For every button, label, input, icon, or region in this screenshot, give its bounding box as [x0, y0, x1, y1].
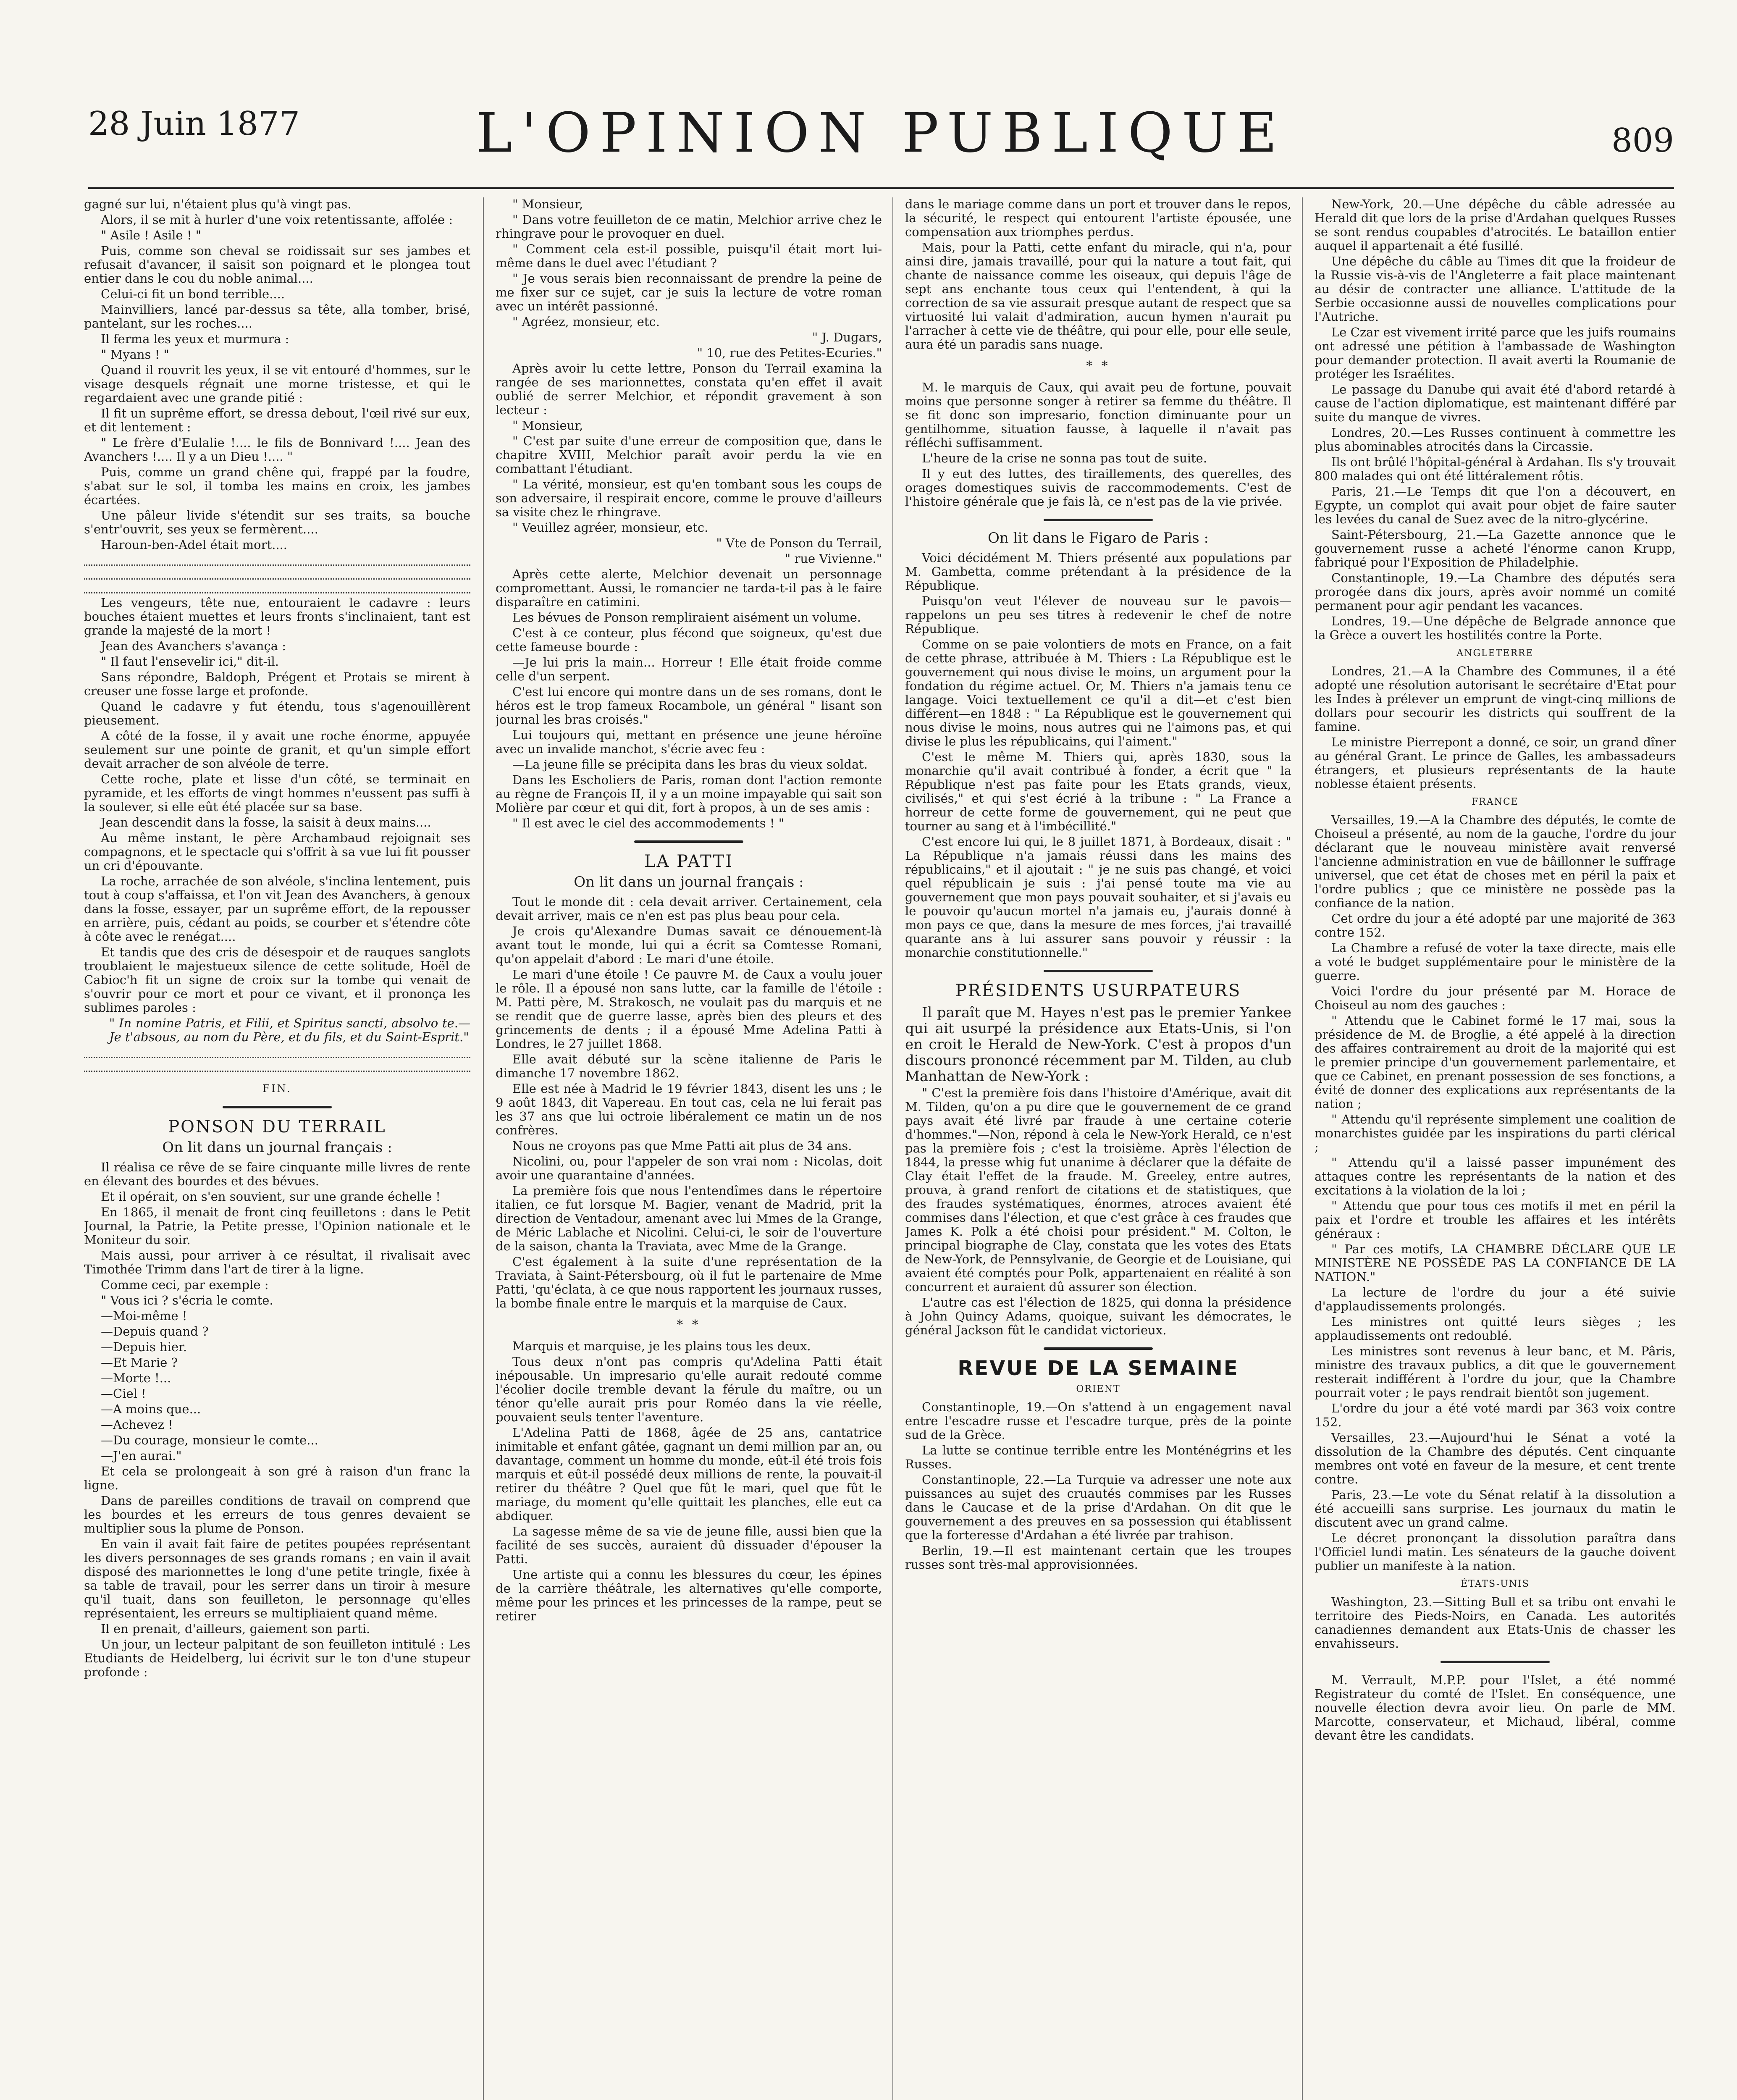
dotted-separator — [84, 568, 470, 580]
paragraph: Mainvilliers, lancé par-dessus sa tête, alla tomber, brisé, pantelant, sur les roches.... — [84, 302, 470, 331]
paragraph: Il ferma les yeux et murmura : — [101, 332, 289, 346]
paragraph: " Attendu qu'il représente simplement une coalition de monarchistes guidée par les inspirations du parti clérical ; — [1315, 1112, 1676, 1154]
paragraph: Mais, pour la Patti, cette enfant du miracle, qui n'a, pour ainsi dire, jamais travaillé, pour qui la nature a tout fait, qui chante de naissance comme les oiseaux, qui depuis l'âge de sept ans enchante tous ceux qui l'entendent, à qui la correction de sa vie assurait presque autant de respect que sa virtuosité lui valait d'admiration, aucun hymen n'aurait pu l'arracher à cette vie de théâtre, qui pour elle, pour elle seule, aura été un paradis sans nuage. — [905, 240, 1291, 352]
paragraph: La première fois que nous l'entendîmes dans le répertoire italien, ce fut lorsque M. Bagier, venant de Madrid, prit la direction de Ventadour, amenant avec lui Mmes de la Grange, de Méric Lablache et Nicolini. Celui-ci, le soir de l'ouverture de la saison, chanta la Traviata, avec Mme de la Grange. — [496, 1184, 882, 1253]
paragraph: Quand il rouvrit les yeux, il se vit entouré d'hommes, sur le visage desquels régnait une morne tristesse, et qui le regardaient avec une grande pitié : — [84, 363, 470, 405]
paragraph: C'est à ce conteur, plus fécond que soigneux, qu'est due cette fameuse bourde : — [496, 626, 882, 654]
paragraph: Dans de pareilles conditions de travail on comprend que les bourdes et les erreurs de tous genres devaient se multiplier sous la plume de Ponson. — [84, 1494, 470, 1536]
paragraph: Marquis et marquise, je les plains tous les deux. — [512, 1339, 811, 1353]
paragraph: La Chambre a refusé de voter la taxe directe, mais elle a voté le budget supplémentaire pour le ministère de la guerre. — [1315, 941, 1676, 983]
paragraph: " Myans ! " — [101, 347, 169, 362]
paragraph: M. Verrault, M.P.P. pour l'Islet, a été nommé Registrateur du comté de l'Islet. En conséquence, une nouvelle élection devra avoir lieu. On parle de MM. Marcotte, conservateur, et Michaud, libéral, comme devant être les candidats. — [1315, 1673, 1676, 1743]
dialogue-line: —J'en aurai." — [101, 1449, 182, 1463]
dialogue-line: —Et Marie ? — [101, 1355, 178, 1370]
paragraph: Cet ordre du jour a été adopté par une majorité de 363 contre 152. — [1315, 911, 1676, 940]
section-label: FRANCE — [1472, 797, 1519, 807]
dialogue-line: —Du courage, monsieur le comte... — [101, 1433, 318, 1447]
section-label: ÉTATS-UNIS — [1461, 1579, 1530, 1589]
paragraph: Le ministre Pierrepont a donné, ce soir, un grand dîner au général Grant. Le prince de Galles, les ambassadeurs étrangers, et plusieurs représentants de la haute noblesse étaient présents. — [1315, 735, 1676, 791]
paragraph: Puis, comme son cheval se roidissait sur ses jambes et refusait d'avancer, il saisit son poignard et le plongea tout entier dans le cou du noble animal.... — [84, 244, 470, 286]
ornament-rule — [634, 840, 743, 843]
paragraph: Tous deux n'ont pas compris qu'Adelina Patti était inépousable. Un impresario qu'elle aurait redouté comme l'écolier docile tremble devant la férule du maître, ou un ténor qu'elle aurait pris pour Roméo dans la vie réelle, pouvaient seuls tenter l'aventure. — [496, 1354, 882, 1424]
paragraph: " C'est la première fois dans l'histoire d'Amérique, avait dit M. Tilden, qu'on a pu dire que le gouvernement de ce grand pays avait été livré par fraude à une certaine coterie d'hommes."—Non, répond à cela le New-York Herald, ce n'est pas la première fois ; c'est la troisième. Après l'élection de 1844, la presse whig fut unanime à déclarer que la défaite de Clay était l'effet de la fraude. M. Greeley, entre autres, prouva, à grand renfort de citations et de statistiques, que des fraudes systématiques, énormes, atroces avaient été commises dans l'élection, et que c'est grâce à ces fraudes que James K. Polk a été choisi pour président." M. Colton, le principal biographe de Clay, constata que les votes des Etats de New-York, de Pennsylvanie, de Georgie et de Louisiane, qui avaient été comptés pour Polk, appartenaient en réalité à son concurrent et auraient dû assurer son élection. — [905, 1086, 1291, 1294]
ornament-rule — [1044, 970, 1153, 972]
paragraph: Constantinople, 19.—La Chambre des députés sera prorogée dans dix jours, après avoir nommé un comité permanent pour agir pendant les vacances. — [1315, 571, 1676, 613]
signature: " rue Vivienne." — [785, 551, 882, 566]
dialogue-line: —Depuis hier. — [101, 1340, 187, 1354]
paragraph: Le décret prononçant la dissolution paraîtra dans l'Officiel lundi matin. Les sénateurs de la gauche doivent publier un manifeste à la nation. — [1315, 1531, 1676, 1573]
paragraph: " Attendu qu'il a laissé passer impunément des attaques contre les représentants de la nation et des excitations à la violation de la loi ; — [1315, 1155, 1676, 1197]
paragraph: " Agréez, monsieur, etc. — [512, 315, 660, 329]
dotted-separator — [84, 1060, 470, 1072]
paragraph: Ils ont brûlé l'hôpital-général à Ardahan. Ils s'y trouvait 800 malades qui ont été littéralement rôtis. — [1315, 455, 1676, 483]
paragraph: Jean descendit dans la fosse, la saisit à deux mains.... — [101, 815, 431, 830]
paragraph: Londres, 21.—A la Chambre des Communes, il a été adopté une résolution autorisant le secrétaire d'Etat pour les Indes à prélever un emprunt de vingt-cinq millions de dollars pour secourir les districts qui souffrent de la famine. — [1315, 664, 1676, 734]
paragraph: " C'est par suite d'une erreur de composition que, dans le chapitre XVIII, Melchior paraît avoir perdu la vie en combattant l'étudiant. — [496, 434, 882, 476]
paragraph: Paris, 21.—Le Temps dit que l'on a découvert, en Egypte, un complot qui avait pour objet de faire sauter les levées du canal de Suez avec de la nitro-glycérine. — [1315, 484, 1676, 526]
paragraph: Versailles, 19.—A la Chambre des députés, le comte de Choiseul a présenté, au nom de la gauche, l'ordre du jour déclarant que le nouveau ministère avait renversé l'ancienne administration en vue de bâillonner le suffrage universel, que cet état de choses met en péril la paix et l'ordre publics ; que ce ministère ne possède pas la confiance de la nation. — [1315, 813, 1676, 910]
ornament-rule — [1044, 1347, 1153, 1350]
paragraph: " Monsieur, — [512, 418, 583, 433]
paragraph: Berlin, 19.—Il est maintenant certain que les troupes russes sont très-mal approvisionnées. — [905, 1544, 1291, 1572]
paragraph: " La vérité, monsieur, est qu'en tombant sous les coups de son adversaire, il respirait encore, comme le prouve d'ailleurs sa visite chez le rhingrave. — [496, 477, 882, 519]
column-rule — [1302, 197, 1303, 2100]
column-rule — [483, 197, 484, 2100]
dialogue-line: —Depuis quand ? — [101, 1324, 209, 1339]
paragraph: Les ministres sont revenus à leur banc, et M. Pâris, ministre des travaux publics, a dit que le gouvernement resterait indifférent à l'ordre du jour, que la Chambre pourrait voter ; le pays rendrait bientôt son jugement. — [1315, 1344, 1676, 1400]
paragraph: Un jour, un lecteur palpitant de son feuilleton intitulé : Les Etudiants de Heidelberg, lui écrivit sur le ton d'une stupeur profonde : — [84, 1637, 470, 1679]
paragraph: Comme ceci, par exemple : — [101, 1278, 269, 1292]
paragraph: Versailles, 23.—Aujourd'hui le Sénat a voté la dissolution de la Chambre des députés. Cent cinquante membres ont voté en faveur de la mesure, et cent trente contre. — [1315, 1431, 1676, 1486]
article-title: REVUE DE LA SEMAINE — [958, 1357, 1239, 1380]
dotted-separator — [84, 554, 470, 566]
paragraph: " Asile ! Asile ! " — [101, 228, 202, 242]
paragraph: Dans les Escholiers de Paris, roman dont l'action remonte au règne de François II, il y a un moine impayable qui sait son Molière par cœur et qui dit, fort à propos, à un de ses amis : — [496, 773, 882, 815]
paragraph: Au même instant, le père Archambaud rejoignait ses compagnons, et le spectacle qui s'offrit à sa vue lui fit pousser un cri d'épouvante. — [84, 831, 470, 873]
paragraph: La lecture de l'ordre du jour a été suivie d'applaudissements prolongés. — [1315, 1285, 1676, 1313]
paragraph: " Par ces motifs, LA CHAMBRE DÉCLARE QUE LE MINISTÈRE NE POSSÈDE PAS LA CONFIANCE DE LA NATION." — [1315, 1242, 1676, 1284]
paragraph: Je crois qu'Alexandre Dumas savait ce dénouement-là avant tout le monde, lui qui a écrit sa Comtesse Romani, qu'on appelait d'abord : Le mari d'une étoile. — [496, 924, 882, 966]
column-2 — [496, 197, 882, 2100]
paragraph: Il réalisa ce rêve de se faire cinquante mille livres de rente en élevant des bourdes et des bévues. — [84, 1160, 470, 1188]
columns-container — [84, 197, 1676, 2100]
ornament-rule — [223, 1106, 332, 1108]
column-3 — [905, 197, 1291, 2100]
paragraph: Nous ne croyons pas que Mme Patti ait plus de 34 ans. — [512, 1139, 852, 1153]
paragraph: Elle avait débuté sur la scène italienne de Paris le dimanche 17 novembre 1862. — [496, 1052, 882, 1080]
dialogue-line: " Vous ici ? s'écria le comte. — [101, 1293, 273, 1307]
paragraph: Une dépêche du câble au Times dit que la froideur de la Russie vis-à-vis de l'Angleterre a fait place maintenant au désir de contracter une alliance. L'attitude de la Serbie occasionne aussi de nouvelles complications pour l'Autriche. — [1315, 254, 1676, 324]
paragraph: Lui toujours qui, mettant en présence une jeune héroïne avec un invalide manchot, s'écrie avec feu : — [496, 728, 882, 756]
dialogue-line: —Ciel ! — [101, 1386, 146, 1401]
ornament-rule — [1044, 519, 1153, 521]
paragraph: Les ministres ont quitté leurs sièges ; les applaudissements ont redoublé. — [1315, 1315, 1676, 1343]
paragraph: En vain il avait fait faire de petites poupées représentant les divers personnages de ses grands romans ; en vain il avait disposé des marionnettes le long d'une petite tringle, fixée à sa table de travail, pour les serrer dans un tiroir à mesure qu'il tuait, dans son feuilleton, le personnage qu'elles représentaient, les erreurs se multipliaient quand même. — [84, 1537, 470, 1620]
paragraph: dans le mariage comme dans un port et trouver dans le repos, la sécurité, le respect qui entourent l'artiste épousée, une compensation aux triomphes perdus. — [905, 197, 1291, 239]
article-subtitle: On lit dans un journal français : — [162, 1139, 392, 1156]
article-title: PONSON DU TERRAIL — [168, 1117, 386, 1137]
section-label: ORIENT — [1076, 1384, 1120, 1394]
masthead-rule — [88, 187, 1674, 189]
signature: " Vte de Ponson du Terrail, — [716, 536, 882, 550]
paragraph: Haroun-ben-Adel était mort.... — [101, 538, 288, 552]
asterism: * * — [1086, 359, 1110, 373]
paragraph: Puisqu'on veut l'élever de nouveau sur le pavois—rappelons un peu ses titres à redevenir le chef de notre République. — [905, 594, 1291, 636]
paragraph: Comme on se paie volontiers de mots en France, on a fait de cette phrase, attribuée à M. Thiers : La République est le gouvernement qui nous divise le moins, un argument pour la fondation du régime actuel. Or, M. Thiers n'a jamais tenu ce langage. Voici textuellement ce qu'il a dit—et c'est bien différent—en 1848 : " La République est le gouvernement qui nous divise le moins, nous autres qui ne l'aimons pas, et qui divise le plus les républicains, qui l'aiment." — [905, 637, 1291, 748]
paragraph: " Le frère d'Eulalie !.... le fils de Bonnivard !.... Jean des Avanchers !.... Il y a un Dieu !.... " — [84, 436, 470, 464]
paragraph: Le Czar est vivement irrité parce que les juifs roumains ont adressé une pétition à l'ambassade de Washington pour demander protection. Il avait averti la Roumanie de protéger les Israélites. — [1315, 325, 1676, 381]
paragraph: Londres, 20.—Les Russes continuent à commettre les plus abominables atrocités dans la Circassie. — [1315, 425, 1676, 454]
paragraph: gagné sur lui, n'étaient plus qu'à vingt pas. — [84, 197, 352, 211]
paragraph: " Je vous serais bien reconnaissant de prendre la peine de me fixer sur ce sujet, car je suis la lecture de votre roman avec un intérêt passionné. — [496, 271, 882, 313]
asterism: * * — [677, 1318, 701, 1332]
paragraph: Washington, 23.—Sitting Bull et sa tribu ont envahi le territoire des Pieds-Noirs, en Canada. Les autorités canadiennes demandent aux Etats-Unis de chasser les envahisseurs. — [1315, 1595, 1676, 1651]
paragraph: " Attendu que pour tous ces motifs il met en péril la paix et l'ordre et trouble les affaires et les intérêts généraux : — [1315, 1199, 1676, 1241]
paragraph: Le passage du Danube qui avait été d'abord retardé à cause de l'action diplomatique, est maintenant différé par suite du manque de vivres. — [1315, 382, 1676, 424]
paragraph: Quand le cadavre y fut étendu, tous s'agenouillèrent pieusement. — [84, 699, 470, 727]
paragraph: C'est le même M. Thiers qui, après 1830, sous la monarchie qu'il avait contribué à fonder, a écrit que " la République n'est pas faite pour les Etats grands, vieux, civilisés," et qui s'est écrié à la tribune : " La France a horreur de cette forme de gouvernement, qui ne peut que tourner au sang et à l'imbécillité." — [905, 750, 1291, 833]
signature: " J. Dugars, — [812, 330, 882, 344]
paragraph: Voici l'ordre du jour présenté par M. Horace de Choiseul au nom des gauches : — [1315, 984, 1676, 1012]
column-1 — [84, 197, 470, 2100]
signature: " 10, rue des Petites-Ecuries." — [697, 346, 882, 360]
dotted-separator — [84, 1047, 470, 1058]
paragraph: " Il faut l'ensevelir ici," dit-il. — [101, 654, 279, 669]
paragraph: Elle est née à Madrid le 19 février 1843, disent les uns ; le 9 août 1843, dit Vapereau. En tout cas, cela ne lui ferait pas les 37 ans que lui octroie libéralement ce matin un de nos confrères. — [496, 1082, 882, 1137]
article-subtitle: On lit dans un journal français : — [574, 874, 804, 890]
paragraph: Tout le monde dit : cela devait arriver. Certainement, cela devait arriver, mais ce n'en est pas plus beau pour cela. — [496, 895, 882, 923]
paragraph: Sans répondre, Baldoph, Prégent et Protais se mirent à creuser une fosse large et profonde. — [84, 670, 470, 698]
paragraph: La lutte se continue terrible entre les Monténégrins et les Russes. — [905, 1443, 1291, 1471]
paragraph: " Dans votre feuilleton de ce matin, Melchior arrive chez le rhingrave pour le provoquer en duel. — [496, 213, 882, 241]
issue-date: 28 Juin 1877 — [88, 105, 300, 143]
column-rule — [892, 197, 893, 2100]
paragraph: Alors, il se mit à hurler d'une voix retentissante, affolée : — [101, 213, 453, 227]
page-number: 809 — [1611, 122, 1674, 160]
paragraph: C'est lui encore qui montre dans un de ses romans, dont le héros est le trop fameux Rocambole, un général " lisant son journal les bras croisés." — [496, 685, 882, 727]
paragraph: New-York, 20.—Une dépêche du câble adressée au Herald dit que lors de la prise d'Ardahan quelques Russes se sont rendus coupables d'atrocités. Le bataillon entier auquel il appartenait a été fusillé. — [1315, 197, 1676, 253]
paragraph: " Veuillez agréer, monsieur, etc. — [512, 520, 708, 535]
paragraph: L'autre cas est l'élection de 1825, qui donna la présidence à John Quincy Adams, quoique, suivant les démocrates, le général Jackson fût le candidat victorieux. — [905, 1295, 1291, 1337]
paragraph: L'Adelina Patti de 1868, âgée de 25 ans, cantatrice inimitable et enfant gâtée, gagnant un demi million par an, ou davantage, comment un homme du monde, eût-il été trois fois marquis et eût-il possédé deux millions de rente, la pouvait-il retirer du théâtre ? Quel que fût le mari, quel que fût le mariage, du moment qu'elle quittait les planches, elle eut ca abdiquer. — [496, 1425, 882, 1523]
article-subtitle: On lit dans le Figaro de Paris : — [988, 530, 1209, 546]
paragraph: L'ordre du jour a été voté mardi par 363 voix contre 152. — [1315, 1401, 1676, 1429]
paragraph: Il y eut des luttes, des tiraillements, des querelles, des orages domestiques suivis de raccommodements. C'est de l'histoire générale que je fais là, ce n'est pas de la vie privée. — [905, 467, 1291, 509]
paragraph: M. le marquis de Caux, qui avait peu de fortune, pouvait moins que personne songer à retirer sa femme du théâtre. Il se fit donc son impresario, fonction diminuante pour un gentilhomme, situation fausse, à laquelle il n'avait pas réfléchi suffisamment. — [905, 380, 1291, 450]
paragraph: C'est également à la suite d'une représentation de la Traviata, à Saint-Pétersbourg, où il fut le partenaire de Mme Patti, 'qu'éclata, à ce que nous rapportent les journaux russes, la bombe finale entre le marquis et la marquise de Caux. — [496, 1255, 882, 1310]
paragraph: Il en prenait, d'ailleurs, gaiement son parti. — [101, 1622, 370, 1636]
paragraph: Voici décidément M. Thiers présenté aux populations par M. Gambetta, comme prétendant à la présidence de la République. — [905, 551, 1291, 593]
paragraph: Une artiste qui a connu les blessures du cœur, les épines de la carrière théâtrale, les alternatives qu'elle comporte, même pour les princes et les princesses de la rampe, peut se retirer — [496, 1567, 882, 1623]
column-4 — [1315, 197, 1676, 2100]
paragraph: " Attendu que le Cabinet formé le 17 mai, sous la présidence de M. de Broglie, a été appelé à la direction des affaires contrairement au droit de la majorité qui est le premier principe d'un gouvernement parlementaire, et que ce Cabinet, en prenant possession de ses fonctions, a évité de donner des explications aux représentants de la nation ; — [1315, 1013, 1676, 1111]
quote: " In nomine Patris, et Filii, et Spiritus sancti, absolvo te.—Je t'absous, au nom du Père, et du fils, et du Saint-Esprit." — [109, 1016, 470, 1044]
paragraph: Nicolini, ou, pour l'appeler de son vrai nom : Nicolas, doit avoir une quarantaine d'années. — [496, 1154, 882, 1182]
newspaper-title: L'OPINION PUBLIQUE — [476, 101, 1286, 165]
paragraph: Après avoir lu cette lettre, Ponson du Terrail examina la rangée de ses marionnettes, constata qu'en effet il avait oublié de serrer Melchior, et répondit gravement à son lecteur : — [496, 361, 882, 417]
paragraph: Jean des Avanchers s'avança : — [101, 639, 286, 653]
article-title: PRÉSIDENTS USURPATEURS — [955, 981, 1241, 1000]
paragraph: L'heure de la crise ne sonna pas tout de suite. — [922, 451, 1207, 465]
paragraph: Celui-ci fit un bond terrible.... — [101, 287, 285, 301]
paragraph: " Il est avec le ciel des accommodements ! " — [512, 816, 785, 830]
paragraph: Il paraît que M. Hayes n'est pas le premier Yankee qui ait usurpé la présidence aux Etats-Unis, si l'on en croit le Herald de New-York. C'est à propos d'un discours prononcé récemment par M. Tilden, au club Manhattan de New-York : — [905, 1004, 1291, 1085]
paragraph: Paris, 23.—Le vote du Sénat relatif à la dissolution a été accueilli sans surprise. Les journaux du matin le discutent avec un grand calme. — [1315, 1488, 1676, 1530]
paragraph: La sagesse même de sa vie de jeune fille, aussi bien que la facilité de ses succès, auraient dû dissuader d'épouser la Patti. — [496, 1524, 882, 1566]
paragraph: —Je lui pris la main... Horreur ! Elle était froide comme celle d'un serpent. — [496, 655, 882, 683]
article-title: LA PATTI — [644, 852, 733, 871]
paragraph: " Monsieur, — [512, 197, 583, 211]
dialogue-line: —Morte !... — [101, 1371, 171, 1385]
dialogue-line: —A moins que... — [101, 1402, 201, 1416]
paragraph: La roche, arrachée de son alvéole, s'inclina lentement, puis tout à coup s'affaissa, et l'on vit Jean des Avanchers, à genoux dans la fosse, essayer, par un suprême effort, de la repousser en arrière, puis, cédant au poids, se courber et s'étendre côte à côte avec le renégat.... — [84, 874, 470, 944]
paragraph: —La jeune fille se précipita dans les bras du vieux soldat. — [512, 757, 868, 772]
masthead — [88, 84, 1674, 189]
paragraph: Le mari d'une étoile ! Ce pauvre M. de Caux a voulu jouer le rôle. Il a épousé non sans lutte, car la famille de l'étoile : M. Patti père, M. Strakosch, ne voulait pas du marquis et ne se rendit que de guerre lasse, après bien des pleurs et des grincements de dents ; il a épousé Mme Adelina Patti à Londres, le 27 juillet 1868. — [496, 967, 882, 1051]
ornament-rule — [1441, 1661, 1550, 1663]
paragraph: Et cela se prolongeait à son gré à raison d'un franc la ligne. — [84, 1464, 470, 1492]
paragraph: Et il opérait, on s'en souvient, sur une grande échelle ! — [101, 1189, 441, 1204]
paragraph: Constantinople, 19.—On s'attend à un engagement naval entre l'escadre russe et l'escadre turque, près de la pointe sud de la Grèce. — [905, 1400, 1291, 1442]
paragraph: Puis, comme un grand chêne qui, frappé par la foudre, s'abat sur le sol, il tomba les mains en croix, les jambes écartées. — [84, 465, 470, 507]
paragraph: En 1865, il menait de front cinq feuilletons : dans le Petit Journal, la Patrie, la Petite presse, l'Opinion nationale et le Moniteur du soir. — [84, 1205, 470, 1247]
section-label: ANGLETERRE — [1456, 648, 1534, 659]
paragraph: Mais aussi, pour arriver à ce résultat, il rivalisait avec Timothée Trimm dans l'art de tirer à la ligne. — [84, 1248, 470, 1276]
paragraph: C'est encore lui qui, le 8 juillet 1871, à Bordeaux, disait : " La République n'a jamais réussi dans les mains des républicains," et il ajoutait : " je ne suis pas changé, et voici quel républicain je suis : j'ai pensé toute ma vie au gouvernement que mon pays pouvait souhaiter, et si j'avais eu le pouvoir qu'aucun mortel n'a jamais eu, j'aurais donné à mon pays ce que, dans la mesure de mes forces, j'ai travaillé quarante ans à lui assurer sans pouvoir y réussir : la monarchie constitutionnelle." — [905, 835, 1291, 960]
paragraph: Londres, 19.—Une dépêche de Belgrade annonce que la Grèce a ouvert les hostilités contre la Porte. — [1315, 614, 1676, 642]
paragraph: " Comment cela est-il possible, puisqu'il était mort lui-même dans le duel avec l'étudiant ? — [496, 242, 882, 270]
paragraph: Constantinople, 22.—La Turquie va adresser une note aux puissances au sujet des cruautés commises par les Russes dans le Caucase et de la prise d'Ardahan. On dit que le gouvernement a des preuves en sa possession qui établissent que la forteresse d'Ardahan a été livrée par trahison. — [905, 1473, 1291, 1542]
paragraph: Après cette alerte, Melchior devenait un personnage compromettant. Aussi, le romancier ne tarda-t-il pas à le faire disparaître en catimini. — [496, 567, 882, 609]
paragraph: Il fit un suprême effort, se dressa debout, l'œil rivé sur eux, et dit lentement : — [84, 406, 470, 434]
paragraph: Les bévues de Ponson rempliraient aisément un volume. — [512, 610, 861, 625]
paragraph: Les vengeurs, tête nue, entouraient le cadavre : leurs bouches étaient muettes et leurs fronts s'inclinaient, tant est grande la majesté de la mort ! — [84, 596, 470, 638]
end-marker: FIN. — [262, 1083, 292, 1095]
dialogue-line: —Achevez ! — [101, 1418, 173, 1432]
paragraph: Saint-Pétersbourg, 21.—La Gazette annonce que le gouvernement russe a acheté l'énorme canon Krupp, fabriqué pour l'Exposition de Philadelphie. — [1315, 528, 1676, 570]
paragraph: Cette roche, plate et lisse d'un côté, se terminait en pyramide, et les efforts de vingt hommes n'eussent pas suffi à la soulever, si elle eût été placée sur sa base. — [84, 772, 470, 814]
paragraph: A côté de la fosse, il y avait une roche énorme, appuyée seulement sur une pointe de granit, et qu'un simple effort devait arracher de son alvéole de terre. — [84, 729, 470, 771]
paragraph: Et tandis que des cris de désespoir et de rauques sanglots troublaient le majestueux silence de cette solitude, Hoël de Cabioc'h fit un signe de croix sur la tombe qui venait de s'ouvrir pour ce mort et pour ce vivant, et il prononça les sublimes paroles : — [84, 945, 470, 1015]
paragraph: Une pâleur livide s'étendit sur ses traits, sa bouche s'entr'ouvrit, ses yeux se fermèrent.... — [84, 508, 470, 536]
dotted-separator — [84, 582, 470, 593]
dialogue-line: —Moi-même ! — [101, 1309, 187, 1323]
